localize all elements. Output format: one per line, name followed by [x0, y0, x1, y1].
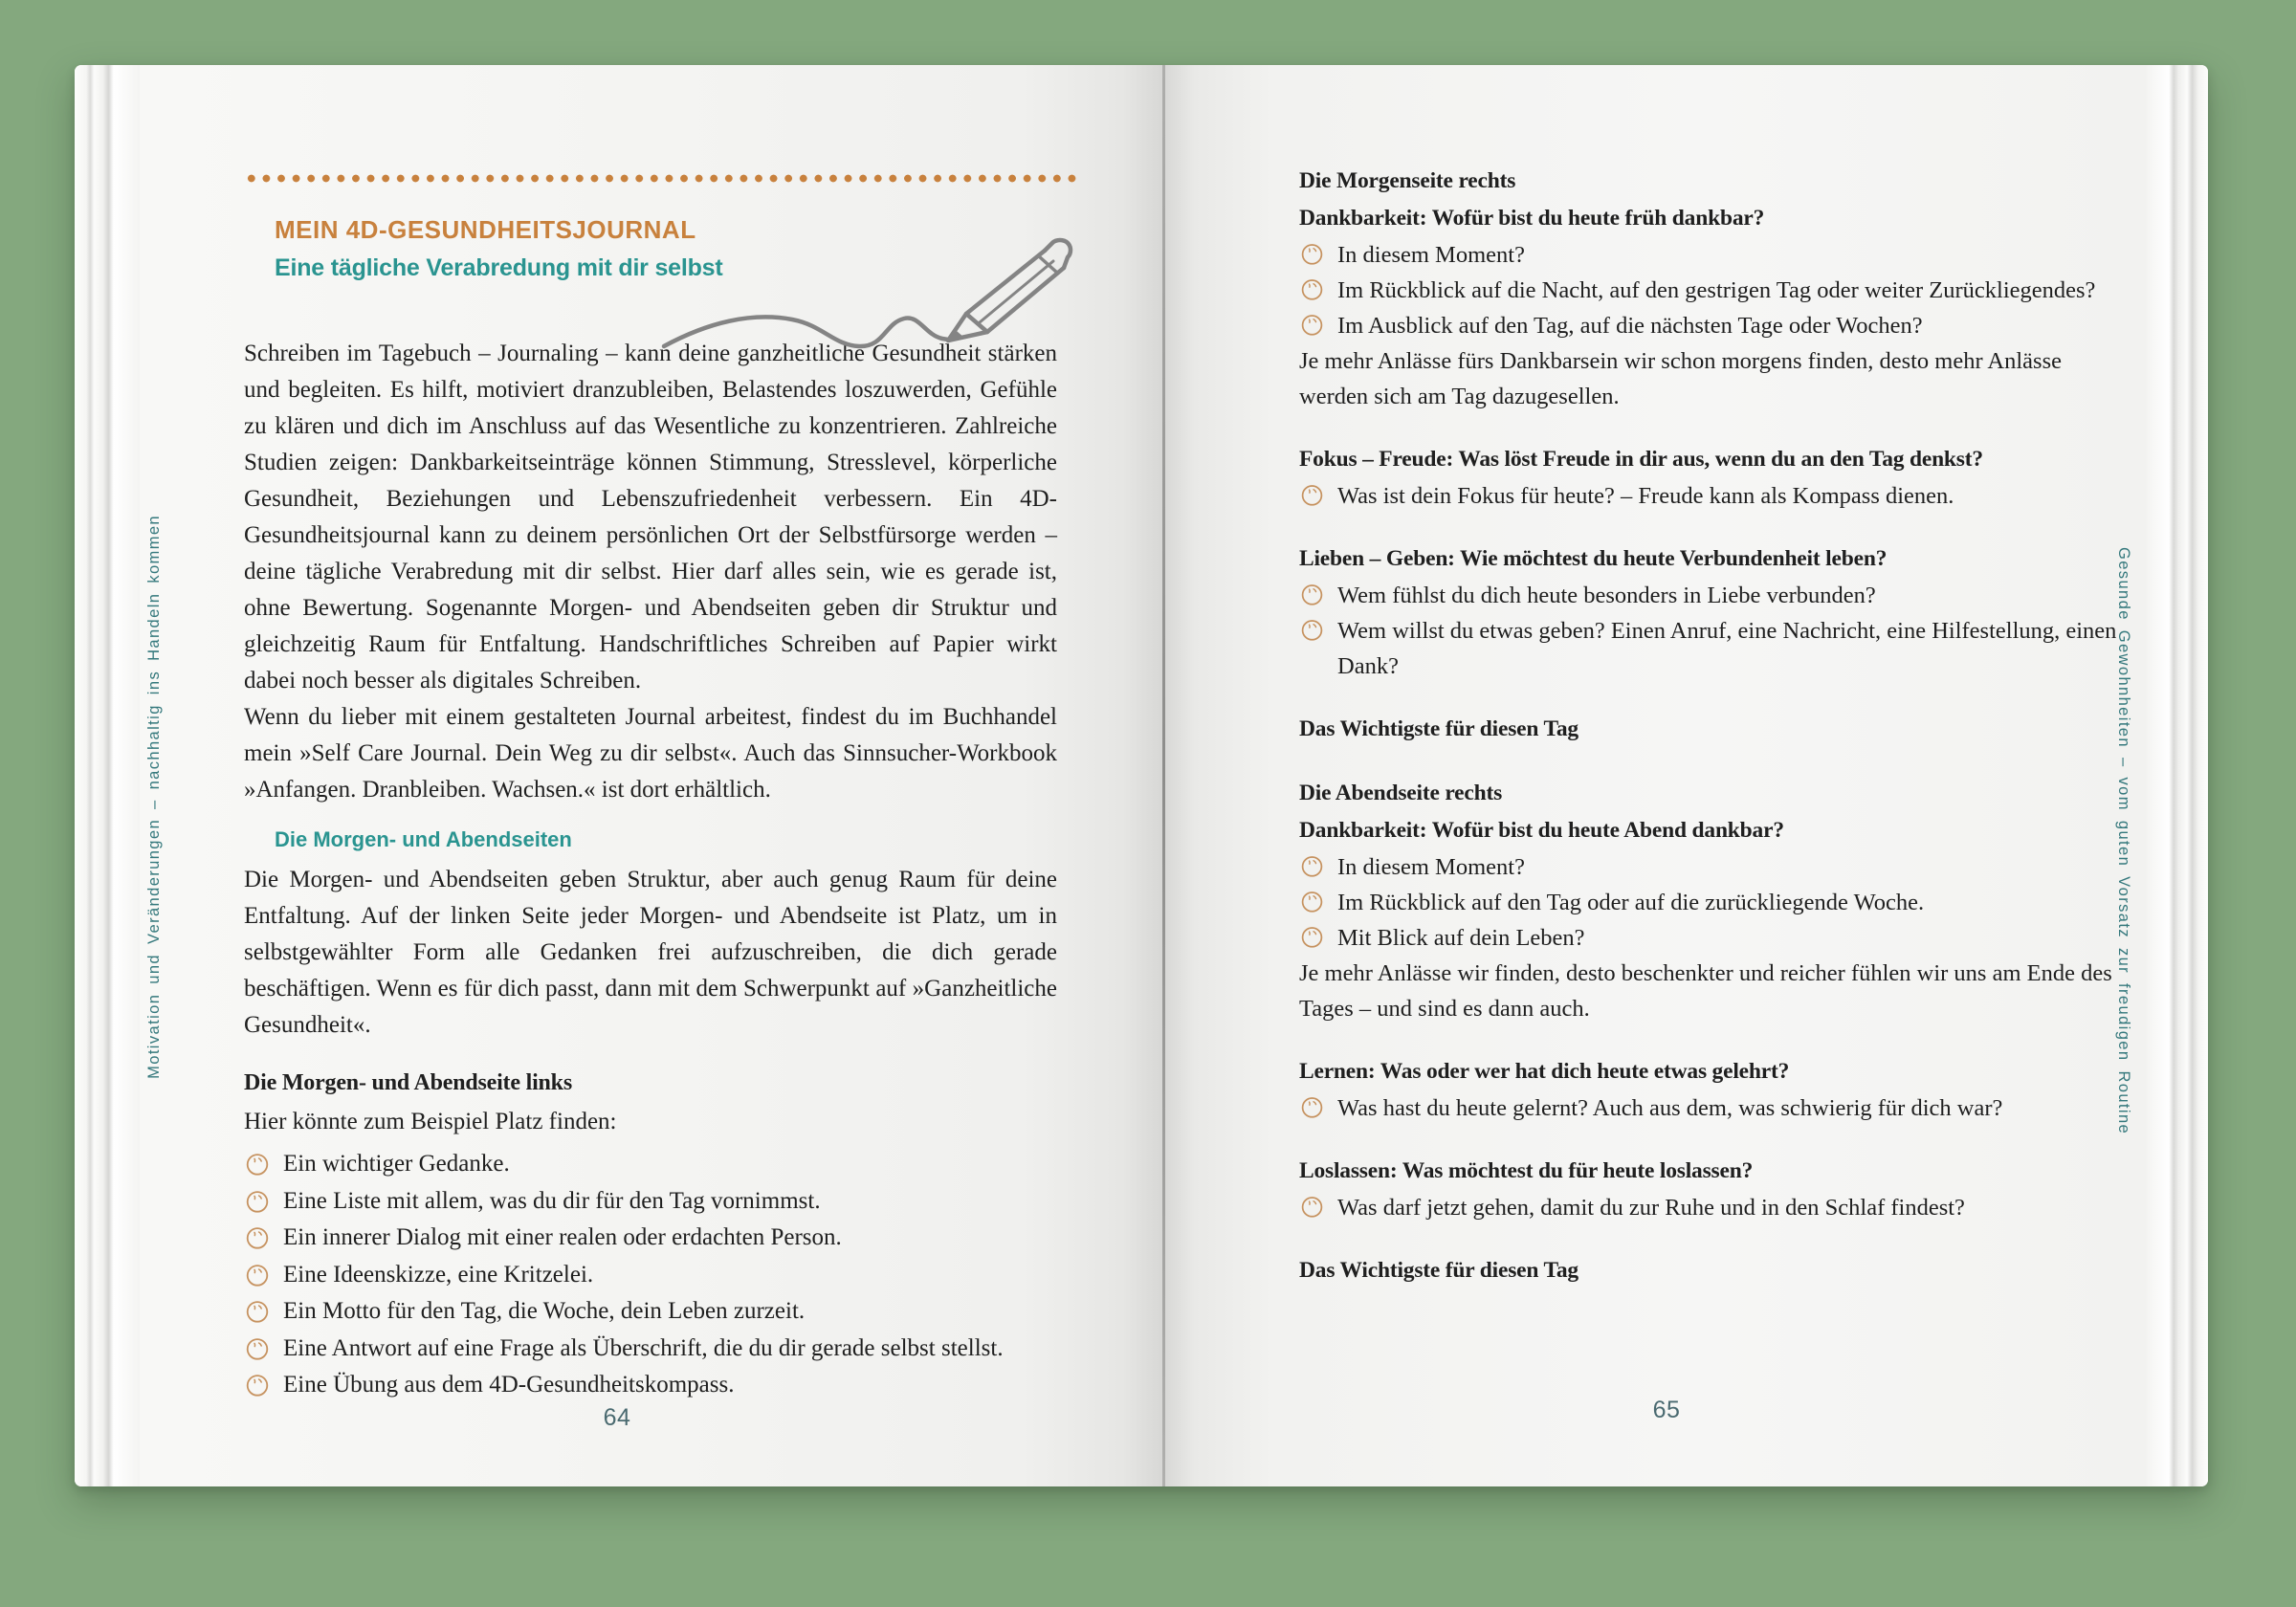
clock-doodle-icon	[245, 1263, 270, 1288]
bullet-text: Im Ausblick auf den Tag, auf die nächsten Tage oder Wochen?	[1337, 313, 1923, 339]
section-heading: Die Abendseite rechts	[1299, 781, 1503, 805]
bullet-text: Eine Übung aus dem 4D-Gesundheitskompass.	[283, 1372, 735, 1398]
clock-doodle-icon	[1300, 313, 1324, 337]
section-heading: Dankbarkeit: Wofür bist du heute früh dankbar?	[1299, 206, 1765, 231]
bullet-item	[1299, 578, 2120, 613]
clock-doodle-icon	[1300, 1195, 1324, 1219]
journal-section	[1299, 775, 2120, 1026]
bullet-text: Eine Ideenskizze, eine Kritzelei.	[283, 1261, 594, 1288]
clock-doodle-icon	[1300, 583, 1324, 606]
book-spine	[1162, 65, 1165, 1486]
journal-section	[1299, 540, 2120, 684]
journal-section	[1299, 1252, 2120, 1289]
bullet-text: Was hast du heute gelernt? Auch aus dem, was schwierig für dich war?	[1337, 1095, 2003, 1121]
list-heading: Die Morgen- und Abendseite links	[244, 1070, 572, 1095]
dotted-rule	[244, 174, 1078, 183]
clock-doodle-icon	[1300, 483, 1324, 507]
page-number-left: 64	[603, 1404, 631, 1431]
page-number-right: 65	[1652, 1397, 1681, 1423]
clock-doodle-icon	[1300, 1095, 1324, 1119]
clock-doodle-icon	[1300, 277, 1324, 301]
journal-section	[1299, 163, 2120, 414]
clock-doodle-icon	[1300, 925, 1324, 949]
section-heading: Das Wichtigste für diesen Tag	[1299, 1258, 1578, 1283]
section-heading-teal: Die Morgen- und Abendseiten	[275, 827, 572, 851]
bullet-item	[1299, 920, 2120, 956]
bullet-text: Wem willst du etwas geben? Einen Anruf, eine Nachricht, eine Hilfestellung, einen Dank?	[1337, 618, 2117, 679]
bullet-text: In diesem Moment?	[1337, 242, 1525, 268]
right-page-content	[1299, 163, 2120, 1289]
bullet-item	[1299, 1190, 2120, 1225]
bullet-item	[244, 1367, 1057, 1404]
bullet-text: Ein Motto für den Tag, die Woche, dein Leben zurzeit.	[283, 1298, 806, 1324]
bullet-item	[1299, 613, 2120, 684]
bullet-item	[1299, 849, 2120, 885]
page-edges-left	[75, 65, 140, 1486]
bullet-item	[1299, 1090, 2120, 1126]
chapter-kicker: MEIN 4D-GESUNDHEITSJOURNAL	[275, 215, 696, 244]
bullet-item	[1299, 478, 2120, 514]
bullet-item	[244, 1257, 1057, 1294]
section-heading: Lernen: Was oder wer hat dich heute etwas gelehrt?	[1299, 1059, 1790, 1084]
journal-section	[1299, 1053, 2120, 1126]
bullet-item	[1299, 237, 2120, 273]
section-heading: Fokus – Freude: Was löst Freude in dir aus, wenn du an den Tag denkst?	[1299, 447, 1983, 472]
clock-doodle-icon	[245, 1225, 270, 1250]
section-paragraph: Die Morgen- und Abendseiten geben Struktur, aber auch genug Raum für deine Entfaltung. Auf der linken Seite jeder Morgen- und Abendseite ist Platz, um in selbstgewählter Form alle Gedanken frei aufzuschreiben, die dich gerade beschäftigen. Wenn es für dich passt, dann mit dem Schwerpunkt auf »Ganzheitliche Gesundheit«.	[244, 867, 1057, 1038]
bullet-list	[1299, 578, 2120, 684]
section-paragraph: Je mehr Anlässe fürs Dankbarsein wir schon morgens finden, desto mehr Anlässe werden sich am Tag dazugesellen.	[1299, 348, 2062, 409]
clock-doodle-icon	[1300, 242, 1324, 266]
intro-paragraph: Schreiben im Tagebuch – Journaling – kann deine ganzheitliche Gesundheit stärken und begleiten. Es hilft, motiviert dranzubleiben, Belastendes loszuwerden, Gefühle zu klären und dich im Anschluss auf das Wesentliche zu konzentrieren. Zahlreiche Studien zeigen: Dankbarkeitseinträge können Stimmung, Stresslevel, körperliche Gesundheit, Beziehungen und Lebenszufriedenheit verbessern. Ein 4D-Gesundheitsjournal kann zu deinem persönlichen Ort der Selbstfürsorge werden – deine tägliche Verabredung mit dir selbst. Hier darf alles sein, wie es gerade ist, ohne Bewertung. Sogenannte Morgen- und Abendseiten geben dir Struktur und gleichzeitig Raum für Entfaltung. Handschriftliches Schreiben auf Papier wirkt dabei noch besser als digitales Schreiben.	[244, 341, 1057, 693]
left-page-content	[244, 174, 1057, 1404]
bullet-text: Ein wichtiger Gedanke.	[283, 1151, 510, 1177]
bullet-item	[1299, 273, 2120, 308]
bullet-text: Was ist dein Fokus für heute? – Freude kann als Kompass dienen.	[1337, 483, 1954, 509]
left-bullet-list	[244, 1146, 1057, 1404]
bullet-item	[244, 1183, 1057, 1221]
bullet-list	[1299, 478, 2120, 514]
clock-doodle-icon	[245, 1189, 270, 1214]
margin-text-right: Gesunde Gewohnheiten – vom guten Vorsatz zur freudigen Routine	[2115, 547, 2132, 1135]
clock-doodle-icon	[1300, 618, 1324, 642]
bullet-item	[244, 1293, 1057, 1331]
journal-section	[1299, 711, 2120, 748]
bullet-list	[1299, 849, 2120, 956]
margin-text-left: Motivation und Veränderungen – nachhaltig ins Handeln kommen	[145, 515, 163, 1079]
bullet-item	[244, 1220, 1057, 1257]
clock-doodle-icon	[245, 1336, 270, 1361]
clock-doodle-icon	[245, 1152, 270, 1177]
page-edges-right	[2147, 65, 2208, 1486]
bullet-list	[1299, 1190, 2120, 1225]
bullet-item	[244, 1331, 1057, 1368]
bullet-text: Mit Blick auf dein Leben?	[1337, 925, 1585, 951]
bullet-item	[1299, 885, 2120, 920]
bullet-item	[1299, 308, 2120, 343]
section-paragraph: Je mehr Anlässe wir finden, desto beschenkter und reicher fühlen wir uns am Ende des Tages – und sind es dann auch.	[1299, 960, 2112, 1022]
bullet-text: Ein innerer Dialog mit einer realen oder erdachten Person.	[283, 1224, 842, 1250]
bullet-text: Im Rückblick auf den Tag oder auf die zurückliegende Woche.	[1337, 890, 1925, 915]
bullet-list	[1299, 237, 2120, 343]
bullet-item	[244, 1146, 1057, 1183]
intro-paragraph: Wenn du lieber mit einem gestalteten Journal arbeitest, findest du im Buchhandel mein »Self Care Journal. Dein Weg zu dir selbst«. Auch das Sinnsucher-Workbook »Anfangen. Dranbleiben. Wachsen.« ist dort erhältlich.	[244, 704, 1057, 803]
section-heading: Loslassen: Was möchtest du für heute loslassen?	[1299, 1158, 1754, 1183]
bullet-text: Im Rückblick auf die Nacht, auf den gestrigen Tag oder weiter Zurückliegendes?	[1337, 277, 2096, 303]
section-heading: Die Morgenseite rechts	[1299, 168, 1516, 193]
section-heading: Lieben – Geben: Wie möchtest du heute Verbundenheit leben?	[1299, 546, 1888, 571]
pencil-icon	[658, 224, 1091, 367]
journal-section	[1299, 441, 2120, 514]
bullet-text: Was darf jetzt gehen, damit du zur Ruhe und in den Schlaf findest?	[1337, 1195, 1965, 1221]
bullet-text: Wem fühlst du dich heute besonders in Liebe verbunden?	[1337, 583, 1876, 608]
bullet-list	[1299, 1090, 2120, 1126]
clock-doodle-icon	[245, 1299, 270, 1324]
section-heading: Dankbarkeit: Wofür bist du heute Abend dankbar?	[1299, 818, 1784, 843]
clock-doodle-icon	[245, 1373, 270, 1398]
journal-section	[1299, 1153, 2120, 1225]
bullet-text: Eine Antwort auf eine Frage als Überschrift, die du dir gerade selbst stellst.	[283, 1334, 1004, 1361]
list-intro: Hier könnte zum Beispiel Platz finden:	[244, 1109, 617, 1134]
clock-doodle-icon	[1300, 890, 1324, 914]
section-heading: Das Wichtigste für diesen Tag	[1299, 716, 1578, 741]
bullet-text: Eine Liste mit allem, was du dir für den Tag vornimmst.	[283, 1187, 821, 1214]
chapter-title: Eine tägliche Verabredung mit dir selbst	[275, 254, 723, 281]
bullet-text: In diesem Moment?	[1337, 854, 1525, 880]
clock-doodle-icon	[1300, 854, 1324, 878]
